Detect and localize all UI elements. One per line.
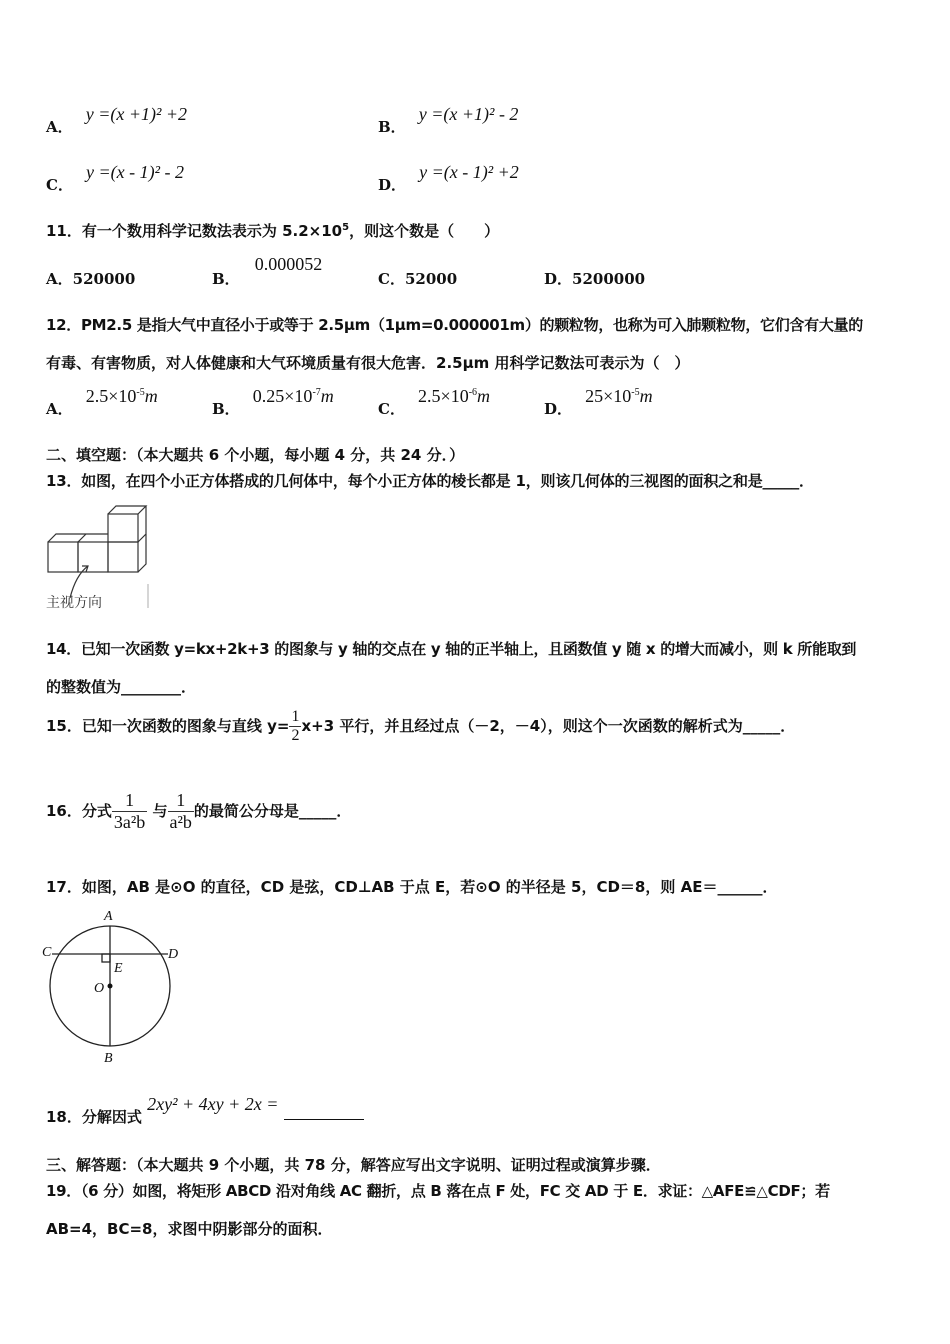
q12-option-c-base: 2.5×10 — [418, 386, 469, 406]
q11-option-d-label: D． — [544, 270, 573, 288]
center-point — [108, 984, 113, 989]
q10-option-a-label: A． — [46, 118, 73, 136]
q10-option-b-expr: y =(x +1)² - 2 — [418, 104, 519, 124]
q16-frac2-num: 1 — [176, 790, 186, 810]
q12-option-a-label: A． — [46, 400, 73, 418]
q10-option-a — [46, 104, 188, 136]
cube-bottom-side — [138, 534, 146, 572]
q11-option-c-label: C． — [378, 270, 405, 288]
cube-bottom-3 — [108, 542, 138, 572]
q11-option-c-value: 52000 — [404, 270, 458, 288]
q12-option-c-label: C． — [378, 400, 405, 418]
cube-bottom-edge — [78, 534, 86, 542]
q12-line2: 有毒、有害物质，对人体健康和大气环境质量有很大危害．2.5μm 用科学记数法可表示为（ ） — [46, 354, 690, 372]
q12-option-a-base: 2.5×10 — [85, 386, 137, 406]
q12-option-a-unit: m — [144, 386, 158, 406]
label-b: B — [104, 1051, 113, 1064]
q11-option-d-value: 5200000 — [572, 270, 646, 288]
section3-heading: 三、解答题：（本大题共 9 个小题，共 78 分，解答应写出文字说明、证明过程或演算步骤． — [46, 1156, 661, 1174]
q12-option-b-unit: m — [320, 386, 334, 406]
q10-option-c-expr: y =(x - 1)² - 2 — [86, 162, 185, 182]
q11-stem-after: ，则这个数是（ ） — [349, 222, 500, 240]
q12-option-b-base: 0.25×10 — [252, 386, 313, 406]
label-e: E — [114, 961, 123, 976]
q10-option-c — [46, 162, 185, 194]
q15-before: 15．已知一次函数的图象与直线 y= — [46, 717, 290, 735]
cube-bottom-2 — [78, 542, 108, 572]
q12-option-c-unit: m — [477, 386, 491, 406]
q11-option-b-value: 0.000052 — [254, 254, 323, 274]
q12-option-d-exp: -5 — [631, 387, 640, 398]
q12-option-c-exp: -6 — [468, 387, 478, 398]
q10-option-b — [378, 104, 519, 136]
cube-top-front — [108, 514, 138, 542]
q12-option-d-base: 25×10 — [585, 386, 632, 406]
q11-stem — [46, 220, 499, 241]
q10-option-d — [378, 162, 519, 194]
q14-line1: 14．已知一次函数 y=kx+2k+3 的图象与 y 轴的交点在 y 轴的正半轴上，且函数值 y 随 x 的增大而减小，则 k 所能取到 — [46, 640, 857, 658]
q15-stem — [46, 708, 795, 745]
q13-stem: 13．如图，在四个小正方体搭成的几何体中，每个小正方体的棱长都是 1，则该几何体的三视图的面积之和是_____． — [46, 472, 814, 490]
q15-frac-den: 2 — [291, 727, 300, 744]
q11-stem-exp: 5 — [342, 222, 350, 233]
q16-after: 的最简公分母是_____． — [193, 802, 352, 820]
q18-answer-blank[interactable] — [284, 1119, 364, 1120]
q16-frac2-den: a²b — [169, 812, 192, 832]
cube-bottom-1 — [48, 542, 78, 572]
q19-line2: AB=4，BC=8，求图中阴影部分的面积． — [46, 1220, 333, 1238]
q16-frac1-den: 3a²b — [113, 812, 146, 832]
q18-stem — [46, 1094, 364, 1126]
q17-stem: 17．如图，AB 是⊙O 的直径，CD 是弦，CD⊥AB 于点 E，若⊙O 的半径是 5，CD＝8，则 AE＝______． — [46, 878, 778, 896]
q11-option-a — [46, 268, 135, 289]
q11-stem-before: 11．有一个数用科学记数法表示为 5.2×10 — [46, 222, 343, 240]
section2-heading: 二、填空题：（本大题共 6 个小题，每小题 4 分，共 24 分．） — [46, 446, 465, 464]
cube-top-side — [138, 506, 146, 542]
q12-option-c — [378, 386, 491, 418]
q17-circle-figure — [40, 904, 190, 1064]
q19-line1: 19．（6 分）如图，将矩形 ABCD 沿对角线 AC 翻折，点 B 落在点 F 处，FC 交 AD 于 E．求证：△AFE≌△CDF；若 — [46, 1182, 830, 1200]
q11-option-d — [544, 268, 645, 289]
cube-top-roof — [108, 506, 146, 514]
q10-option-d-expr: y =(x - 1)² +2 — [419, 162, 519, 182]
q16-frac1-num: 1 — [125, 790, 135, 810]
q12-option-b-exp: -7 — [312, 387, 321, 398]
q12-option-a — [46, 386, 158, 418]
label-o: O — [94, 981, 105, 996]
q11-option-b — [212, 254, 323, 288]
q12-option-b — [212, 386, 334, 418]
q11-option-a-label: A． — [46, 270, 73, 288]
q14-line2: 的整数值为________． — [46, 678, 197, 696]
label-c: C — [42, 945, 52, 960]
q18-expr: 2xy² + 4xy + 2x = — [147, 1094, 279, 1114]
q15-frac-num: 1 — [291, 708, 300, 725]
q12-option-a-exp: -5 — [136, 387, 145, 398]
q12-line1: 12．PM2.5 是指大气中直径小于或等于 2.5μm（1μm=0.000001m）的颗粒物，也称为可入肺颗粒物，它们含有大量的 — [46, 316, 863, 334]
q12-option-b-label: B． — [212, 400, 240, 418]
q16-stem — [46, 790, 351, 833]
q10-option-a-expr: y =(x +1)² +2 — [85, 104, 188, 124]
q16-before: 16．分式 — [46, 802, 112, 820]
q15-after: x+3 平行，并且经过点（－2，－4），则这个一次函数的解析式为_____． — [301, 717, 796, 735]
cube-bottom-roof — [48, 534, 108, 542]
right-angle-mark — [102, 954, 110, 962]
q10-option-d-label: D． — [378, 176, 407, 194]
q13-figure-label: 主视方向 — [46, 595, 102, 611]
q10-option-c-label: C． — [46, 176, 73, 194]
label-d: D — [168, 947, 179, 962]
q12-option-d-unit: m — [639, 386, 653, 406]
q11-option-b-label: B． — [212, 270, 240, 288]
q11-option-c — [378, 268, 457, 289]
q12-option-d — [544, 386, 653, 418]
label-a: A — [104, 909, 113, 924]
q18-before: 18．分解因式 — [46, 1108, 142, 1126]
q10-option-b-label: B． — [378, 118, 406, 136]
q12-option-d-label: D． — [544, 400, 573, 418]
q16-mid: 与 — [152, 802, 168, 820]
q11-option-a-value: 520000 — [72, 270, 136, 288]
